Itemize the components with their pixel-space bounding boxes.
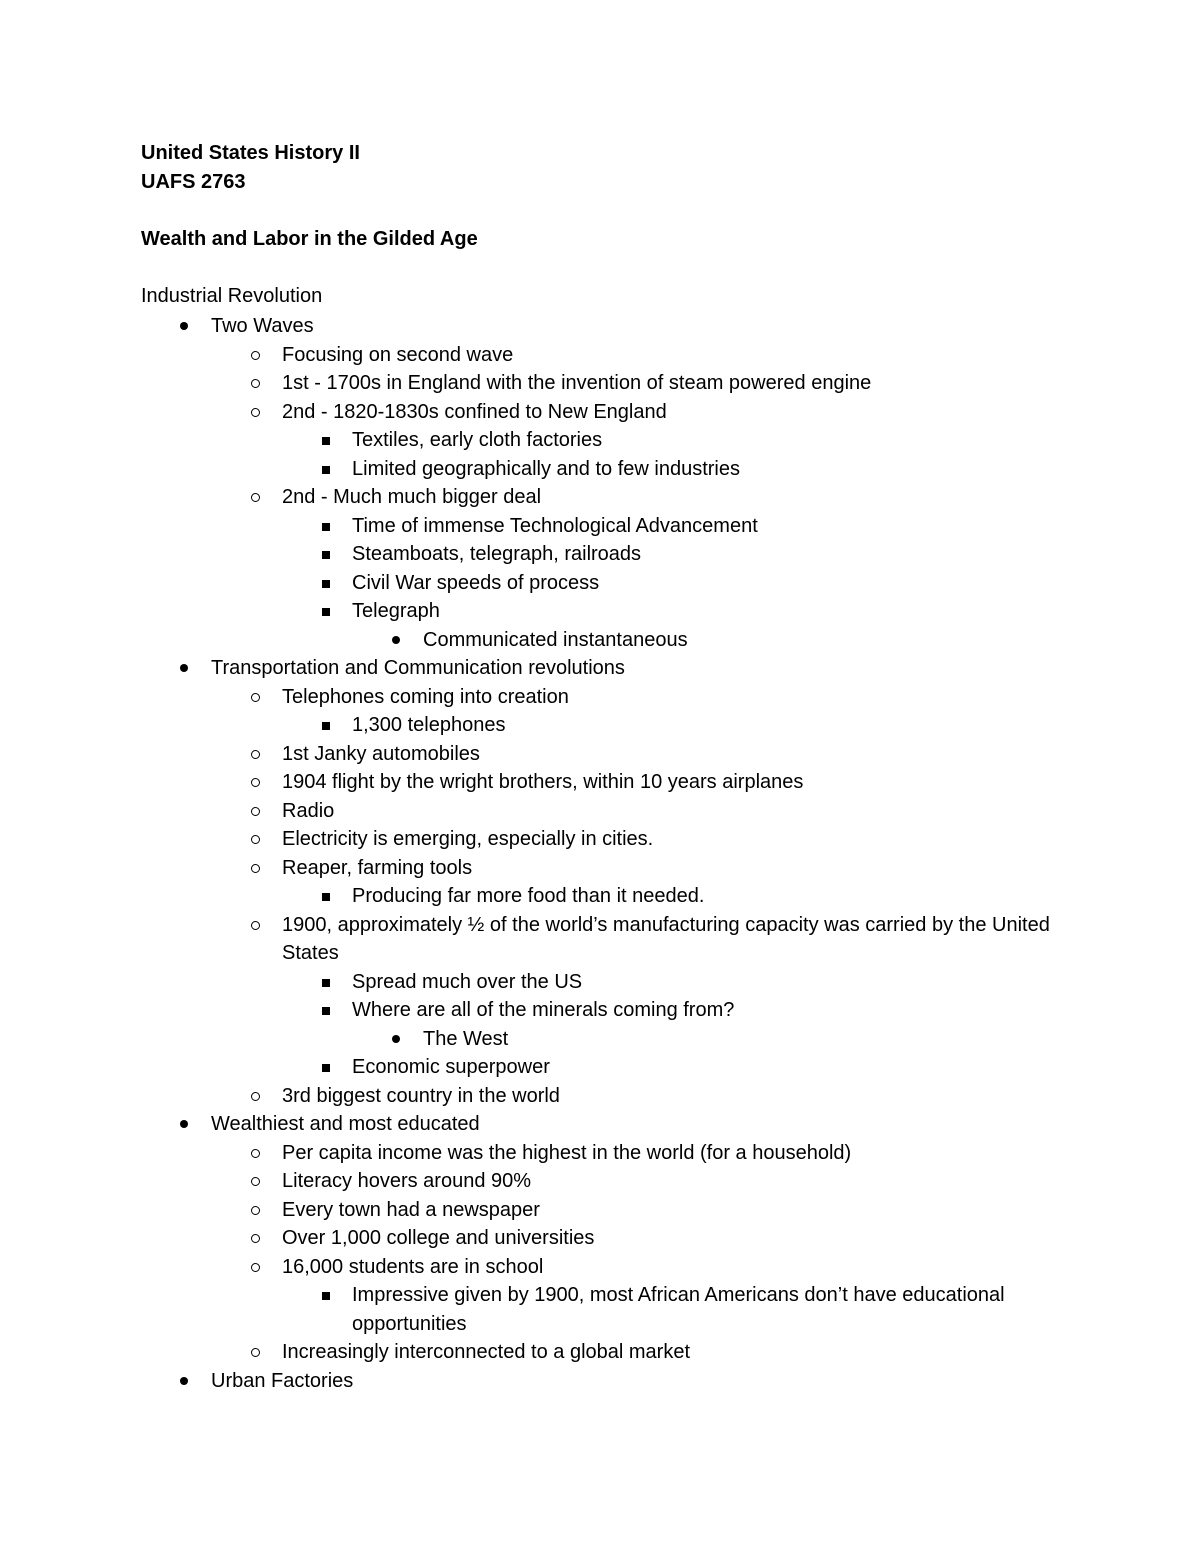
outline-item-text: Textiles, early cloth factories — [352, 429, 603, 451]
filled-square-bullet-icon — [320, 968, 334, 997]
outline-item-text: Increasingly interconnected to a global market — [282, 1341, 691, 1363]
outline-item-text: Urban Factories — [211, 1369, 354, 1392]
topic-heading: Industrial Revolution — [141, 285, 323, 307]
outline-item-text: Wealthiest and most educated — [211, 1113, 480, 1135]
filled-square-bullet-icon — [320, 1281, 334, 1310]
outline-item-text: Radio — [282, 799, 335, 822]
filled-square-bullet-icon — [320, 426, 334, 455]
outline-item-text: 1904 flight by the wright brothers, within 10 years airplanes — [282, 771, 804, 793]
hollow-circle-bullet-icon — [249, 854, 263, 883]
outline-item-text: Per capita income was the highest in the world (for a household) — [282, 1141, 852, 1164]
hollow-circle-bullet-icon — [249, 1167, 263, 1196]
outline-item-level-1 — [0, 1367, 1200, 1396]
filled-square-bullet-icon — [320, 597, 334, 626]
outline-item-level-2 — [0, 854, 1200, 883]
outline-item-text: Electricity is emerging, especially in cities. — [282, 828, 654, 850]
outline-item-text: 1900, approximately ½ of the world’s manufacturing capacity was carried by the United States — [282, 913, 1050, 964]
outline-item-level-3 — [0, 882, 1200, 911]
outline-item-level-3 — [0, 569, 1200, 598]
outline-item-text: 2nd - Much much bigger deal — [282, 486, 542, 508]
outline-item-text: Communicated instantaneous — [423, 628, 688, 651]
hollow-circle-bullet-icon — [249, 398, 263, 427]
outline-item-level-2 — [0, 825, 1200, 854]
hollow-circle-bullet-icon — [249, 768, 263, 797]
outline-item-text: Every town had a newspaper — [282, 1198, 540, 1221]
course-code: UAFS 2763 — [141, 171, 246, 193]
hollow-circle-bullet-icon — [249, 1139, 263, 1168]
outline-item-text: Economic superpower — [352, 1056, 550, 1078]
outline-item-text: Producing far more food than it needed. — [352, 885, 705, 907]
outline-item-text: Steamboats, telegraph, railroads — [352, 543, 642, 565]
outline-item-level-4 — [0, 1025, 1200, 1054]
outline-item-level-2 — [0, 1139, 1200, 1168]
outline-item-level-1 — [0, 312, 1200, 341]
filled-dot-bullet-icon — [178, 654, 192, 683]
outline-item-level-3 — [0, 996, 1200, 1025]
outline-item-text: Over 1,000 college and universities — [282, 1227, 595, 1249]
outline-item-text: Impressive given by 1900, most African Americans don’t have educational opportunities — [352, 1284, 1005, 1335]
filled-dot-bullet-icon — [178, 1110, 192, 1139]
outline-item-level-2 — [0, 1338, 1200, 1367]
hollow-circle-bullet-icon — [249, 1196, 263, 1225]
outline-item-level-2 — [0, 1224, 1200, 1253]
outline-item-text: Two Waves — [211, 315, 314, 337]
hollow-circle-bullet-icon — [249, 483, 263, 512]
outline-item-level-3 — [0, 426, 1200, 455]
outline-item-level-2 — [0, 483, 1200, 512]
outline-item-level-2 — [0, 911, 1200, 968]
filled-square-bullet-icon — [320, 1053, 334, 1082]
outline-item-text: Telephones coming into creation — [282, 685, 569, 708]
outline-list — [0, 312, 1200, 1395]
hollow-circle-bullet-icon — [249, 683, 263, 712]
hollow-circle-bullet-icon — [249, 1338, 263, 1367]
outline-item-text: Limited geographically and to few industries — [352, 457, 740, 480]
filled-square-bullet-icon — [320, 711, 334, 740]
hollow-circle-bullet-icon — [249, 797, 263, 826]
outline-item-text: Spread much over the US — [352, 970, 583, 993]
hollow-circle-bullet-icon — [249, 341, 263, 370]
outline-item-level-2 — [0, 341, 1200, 370]
hollow-circle-bullet-icon — [249, 369, 263, 398]
hollow-circle-bullet-icon — [249, 1082, 263, 1111]
outline-item-level-3 — [0, 597, 1200, 626]
outline-item-level-3 — [0, 455, 1200, 484]
filled-square-bullet-icon — [320, 455, 334, 484]
outline-item-level-3 — [0, 968, 1200, 997]
outline-item-level-1 — [0, 654, 1200, 683]
outline-item-level-2 — [0, 797, 1200, 826]
outline-item-level-2 — [0, 768, 1200, 797]
hollow-circle-bullet-icon — [249, 1224, 263, 1253]
outline-item-text: The West — [423, 1027, 509, 1050]
outline-item-text: Literacy hovers around 90% — [282, 1170, 532, 1192]
outline-item-text: 3rd biggest country in the world — [282, 1084, 560, 1107]
outline-item-level-2 — [0, 683, 1200, 712]
filled-square-bullet-icon — [320, 882, 334, 911]
outline-item-text: Reaper, farming tools — [282, 856, 473, 879]
outline-item-level-2 — [0, 1196, 1200, 1225]
outline-item-text: Time of immense Technological Advancement — [352, 514, 758, 537]
outline-item-text: Where are all of the minerals coming from? — [352, 999, 735, 1021]
outline-item-level-2 — [0, 398, 1200, 427]
outline-item-level-2 — [0, 740, 1200, 769]
filled-square-bullet-icon — [320, 540, 334, 569]
outline-item-level-2 — [0, 1167, 1200, 1196]
outline-item-level-2 — [0, 369, 1200, 398]
outline-item-text: 1st - 1700s in England with the invention of steam powered engine — [282, 372, 872, 394]
filled-dot-bullet-icon — [178, 312, 192, 341]
outline-item-text: 1,300 telephones — [352, 714, 506, 736]
outline-item-level-3 — [0, 711, 1200, 740]
section-title: Wealth and Labor in the Gilded Age — [141, 228, 478, 250]
filled-square-bullet-icon — [320, 569, 334, 598]
outline-item-level-4 — [0, 626, 1200, 655]
filled-dot-bullet-icon — [390, 1025, 404, 1054]
hollow-circle-bullet-icon — [249, 911, 263, 940]
outline-item-text: Focusing on second wave — [282, 343, 514, 366]
outline-item-level-3 — [0, 1053, 1200, 1082]
filled-square-bullet-icon — [320, 996, 334, 1025]
outline-item-text: Civil War speeds of process — [352, 571, 600, 594]
filled-dot-bullet-icon — [390, 626, 404, 655]
hollow-circle-bullet-icon — [249, 1253, 263, 1282]
outline-item-level-3 — [0, 540, 1200, 569]
outline-item-level-3 — [0, 1281, 1200, 1338]
hollow-circle-bullet-icon — [249, 825, 263, 854]
outline-item-level-1 — [0, 1110, 1200, 1139]
hollow-circle-bullet-icon — [249, 740, 263, 769]
outline-item-level-2 — [0, 1253, 1200, 1282]
filled-dot-bullet-icon — [178, 1367, 192, 1396]
outline-item-text: 16,000 students are in school — [282, 1255, 544, 1278]
outline-item-text: 1st Janky automobiles — [282, 742, 480, 765]
outline-item-level-3 — [0, 512, 1200, 541]
outline-item-text: Telegraph — [352, 600, 440, 622]
outline-item-level-2 — [0, 1082, 1200, 1111]
outline-item-text: 2nd - 1820-1830s confined to New England — [282, 400, 667, 423]
outline-item-text: Transportation and Communication revolutions — [211, 657, 625, 679]
filled-square-bullet-icon — [320, 512, 334, 541]
course-title: United States History II — [141, 142, 360, 164]
